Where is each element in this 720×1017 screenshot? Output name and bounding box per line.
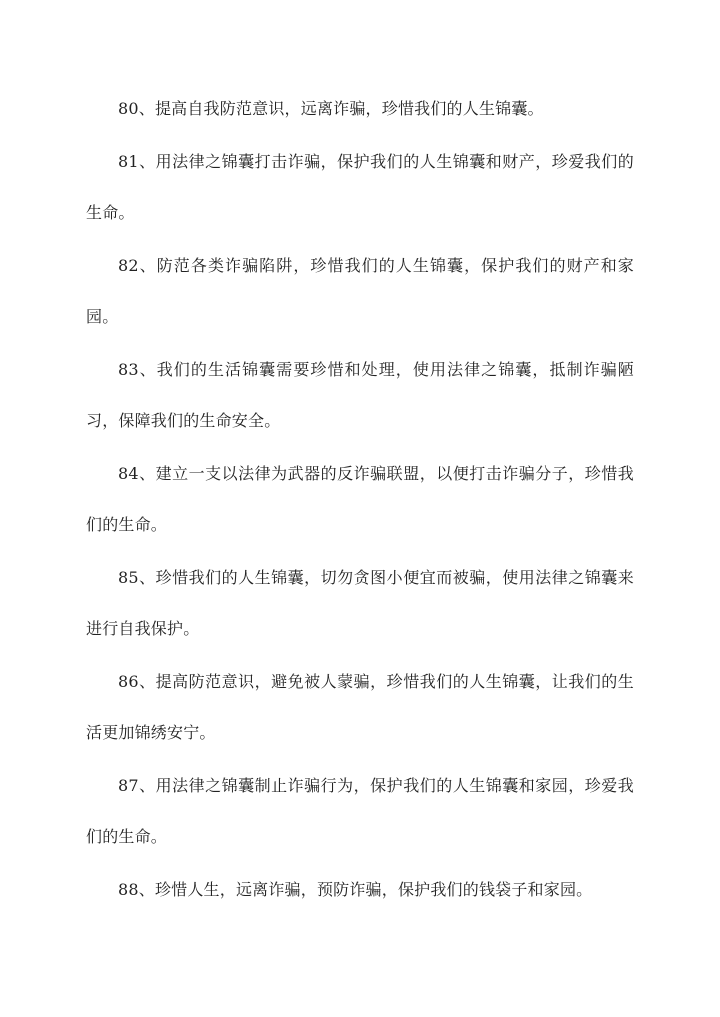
document-body (86, 83, 634, 917)
paragraph-86: 86、提高防范意识，避免被人蒙骗，珍惜我们的人生锦囊，让我们的生活更加锦绣安宁。 (86, 672, 634, 742)
paragraph-87: 87、用法律之锦囊制止诈骗行为，保护我们的人生锦囊和家园，珍爱我们的生命。 (86, 776, 634, 846)
paragraph-80: 80、提高自我防范意识，远离诈骗，珍惜我们的人生锦囊。 (118, 99, 544, 118)
paragraph-88: 88、珍惜人生，远离诈骗，预防诈骗，保护我们的钱袋子和家园。 (118, 880, 593, 899)
paragraph-81: 81、用法律之锦囊打击诈骗，保护我们的人生锦囊和财产，珍爱我们的生命。 (86, 152, 634, 222)
paragraph-82: 82、防范各类诈骗陷阱，珍惜我们的人生锦囊，保护我们的财产和家园。 (86, 256, 634, 326)
paragraph-83: 83、我们的生活锦囊需要珍惜和处理，使用法律之锦囊，抵制诈骗陋习，保障我们的生命安全。 (86, 360, 634, 430)
paragraph-84: 84、建立一支以法律为武器的反诈骗联盟，以便打击诈骗分子，珍惜我们的生命。 (86, 464, 634, 534)
paragraph-85: 85、珍惜我们的人生锦囊，切勿贪图小便宜而被骗，使用法律之锦囊来进行自我保护。 (86, 568, 634, 638)
